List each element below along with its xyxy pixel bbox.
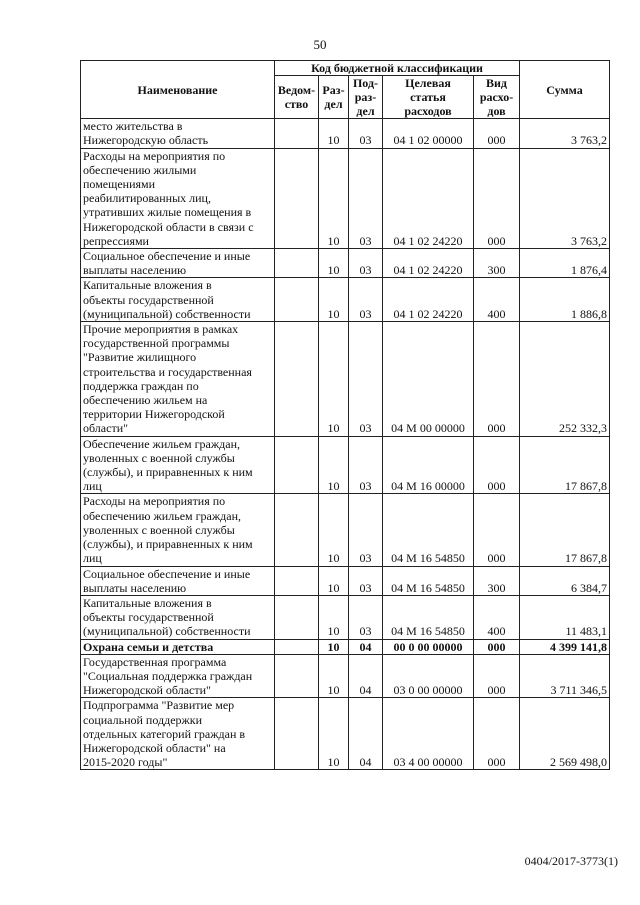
header-target xyxy=(383,76,474,119)
cell-name: место жительства в Нижегородскую область xyxy=(81,119,275,148)
cell-podrazdel: 04 xyxy=(349,698,383,770)
cell-sum: 17 867,8 xyxy=(520,436,610,494)
header-vedomstvo xyxy=(275,76,319,119)
cell-vedomstvo xyxy=(275,698,319,770)
cell-vedomstvo xyxy=(275,639,319,654)
cell-vid: 000 xyxy=(474,639,520,654)
header-vedomstvo-line: ство xyxy=(284,97,309,112)
table-row xyxy=(81,148,610,248)
cell-podrazdel: 04 xyxy=(349,639,383,654)
cell-target: 04 1 02 24220 xyxy=(383,249,474,278)
cell-razdel: 10 xyxy=(319,249,349,278)
cell-name: Социальное обеспечение и иные выплаты населению xyxy=(81,249,275,278)
cell-vid: 000 xyxy=(474,119,520,148)
header-razdel-line: дел xyxy=(324,97,343,112)
cell-podrazdel: 03 xyxy=(349,278,383,322)
cell-target: 04 М 16 54850 xyxy=(383,494,474,566)
cell-vedomstvo xyxy=(275,119,319,148)
cell-name: Капитальные вложения в объекты государственной (муниципальной) собственности xyxy=(81,595,275,639)
cell-vid: 000 xyxy=(474,436,520,494)
table-row xyxy=(81,654,610,698)
header-razdel-line: Раз- xyxy=(322,83,345,98)
header-razdel xyxy=(319,76,349,119)
table-row xyxy=(81,494,610,566)
header-name: Наименование xyxy=(81,61,275,119)
header-podrazdel-line: Под- xyxy=(352,76,379,91)
table-row xyxy=(81,436,610,494)
cell-podrazdel: 03 xyxy=(349,249,383,278)
cell-vid: 000 xyxy=(474,698,520,770)
cell-podrazdel: 03 xyxy=(349,566,383,595)
cell-target: 00 0 00 00000 xyxy=(383,639,474,654)
header-podrazdel-line: раз- xyxy=(354,90,377,105)
header-target-line: Целевая xyxy=(405,76,451,91)
cell-vedomstvo xyxy=(275,436,319,494)
cell-razdel: 10 xyxy=(319,119,349,148)
cell-vedomstvo xyxy=(275,595,319,639)
cell-razdel: 10 xyxy=(319,698,349,770)
table-row xyxy=(81,249,610,278)
header-vid-line: дов xyxy=(487,104,506,119)
cell-podrazdel: 04 xyxy=(349,654,383,698)
cell-razdel: 10 xyxy=(319,639,349,654)
document-code: 0404/2017-3773(1) xyxy=(524,854,618,868)
cell-vid: 000 xyxy=(474,494,520,566)
cell-name: Социальное обеспечение и иные выплаты населению xyxy=(81,566,275,595)
page-number: 50 xyxy=(313,37,327,52)
header-sum: Сумма xyxy=(520,61,610,119)
cell-sum: 3 763,2 xyxy=(520,148,610,248)
cell-vedomstvo xyxy=(275,278,319,322)
cell-name: Охрана семьи и детства xyxy=(81,639,275,654)
cell-podrazdel: 03 xyxy=(349,119,383,148)
cell-razdel: 10 xyxy=(319,595,349,639)
cell-target: 04 1 02 24220 xyxy=(383,148,474,248)
cell-target: 04 1 02 24220 xyxy=(383,278,474,322)
table-row xyxy=(81,322,610,437)
cell-podrazdel: 03 xyxy=(349,148,383,248)
cell-vid: 300 xyxy=(474,249,520,278)
header-classification-group: Код бюджетной классификации xyxy=(275,61,520,76)
cell-razdel: 10 xyxy=(319,436,349,494)
table-row xyxy=(81,119,610,148)
cell-vedomstvo xyxy=(275,566,319,595)
cell-vedomstvo xyxy=(275,148,319,248)
table-row xyxy=(81,278,610,322)
cell-sum: 1 886,8 xyxy=(520,278,610,322)
cell-vedomstvo xyxy=(275,494,319,566)
cell-sum: 11 483,1 xyxy=(520,595,610,639)
cell-sum: 4 399 141,8 xyxy=(520,639,610,654)
budget-classification-table xyxy=(80,60,610,770)
cell-sum: 1 876,4 xyxy=(520,249,610,278)
cell-sum: 3 711 346,5 xyxy=(520,654,610,698)
cell-name: Капитальные вложения в объекты государственной (муниципальной) собственности xyxy=(81,278,275,322)
cell-name: Прочие мероприятия в рамках государственной программы "Развитие жилищного строительства и государственная поддержка граждан по обеспечению жильем на территории Нижегородской области" xyxy=(81,322,275,437)
cell-name: Подпрограмма "Развитие мер социальной поддержки отдельных категорий граждан в Нижегородской области" на 2015-2020 годы" xyxy=(81,698,275,770)
header-vid-line: Вид xyxy=(486,76,507,91)
cell-name: Расходы на мероприятия по обеспечению жильем граждан, уволенных с военной службы (службы), и приравненных к ним лиц xyxy=(81,494,275,566)
table-row xyxy=(81,698,610,770)
cell-razdel: 10 xyxy=(319,494,349,566)
cell-target: 04 1 02 00000 xyxy=(383,119,474,148)
cell-razdel: 10 xyxy=(319,278,349,322)
cell-sum: 17 867,8 xyxy=(520,494,610,566)
header-vid xyxy=(474,76,520,119)
cell-sum: 6 384,7 xyxy=(520,566,610,595)
cell-vedomstvo xyxy=(275,654,319,698)
table-row xyxy=(81,566,610,595)
table-body xyxy=(81,119,610,770)
cell-razdel: 10 xyxy=(319,322,349,437)
header-podrazdel-line: дел xyxy=(356,104,375,119)
cell-razdel: 10 xyxy=(319,654,349,698)
cell-name: Обеспечение жильем граждан, уволенных с военной службы (службы), и приравненных к ним лиц xyxy=(81,436,275,494)
header-podrazdel xyxy=(349,76,383,119)
cell-vid: 300 xyxy=(474,566,520,595)
cell-target: 04 М 16 54850 xyxy=(383,595,474,639)
cell-target: 04 М 16 54850 xyxy=(383,566,474,595)
cell-target: 04 М 00 00000 xyxy=(383,322,474,437)
cell-name: Государственная программа "Социальная поддержка граждан Нижегородской области" xyxy=(81,654,275,698)
cell-target: 04 М 16 00000 xyxy=(383,436,474,494)
table-row xyxy=(81,639,610,654)
cell-razdel: 10 xyxy=(319,148,349,248)
header-vedomstvo-line: Ведом- xyxy=(277,83,316,98)
cell-vedomstvo xyxy=(275,249,319,278)
header-target-line: статья xyxy=(410,90,446,105)
cell-vid: 000 xyxy=(474,148,520,248)
header-target-line: расходов xyxy=(404,104,452,119)
cell-podrazdel: 03 xyxy=(349,436,383,494)
cell-vid: 000 xyxy=(474,322,520,437)
cell-podrazdel: 03 xyxy=(349,494,383,566)
cell-vid: 400 xyxy=(474,278,520,322)
cell-sum: 2 569 498,0 xyxy=(520,698,610,770)
cell-sum: 3 763,2 xyxy=(520,119,610,148)
table-row xyxy=(81,595,610,639)
cell-sum: 252 332,3 xyxy=(520,322,610,437)
cell-vid: 400 xyxy=(474,595,520,639)
cell-vedomstvo xyxy=(275,322,319,437)
cell-target: 03 0 00 00000 xyxy=(383,654,474,698)
cell-name: Расходы на мероприятия по обеспечению жилыми помещениями реабилитированных лиц, утративших жилые помещения в Нижегородской области в связи с репрессиями xyxy=(81,148,275,248)
cell-podrazdel: 03 xyxy=(349,595,383,639)
cell-podrazdel: 03 xyxy=(349,322,383,437)
cell-razdel: 10 xyxy=(319,566,349,595)
header-vid-line: расхо- xyxy=(479,90,514,105)
cell-vid: 000 xyxy=(474,654,520,698)
cell-target: 03 4 00 00000 xyxy=(383,698,474,770)
